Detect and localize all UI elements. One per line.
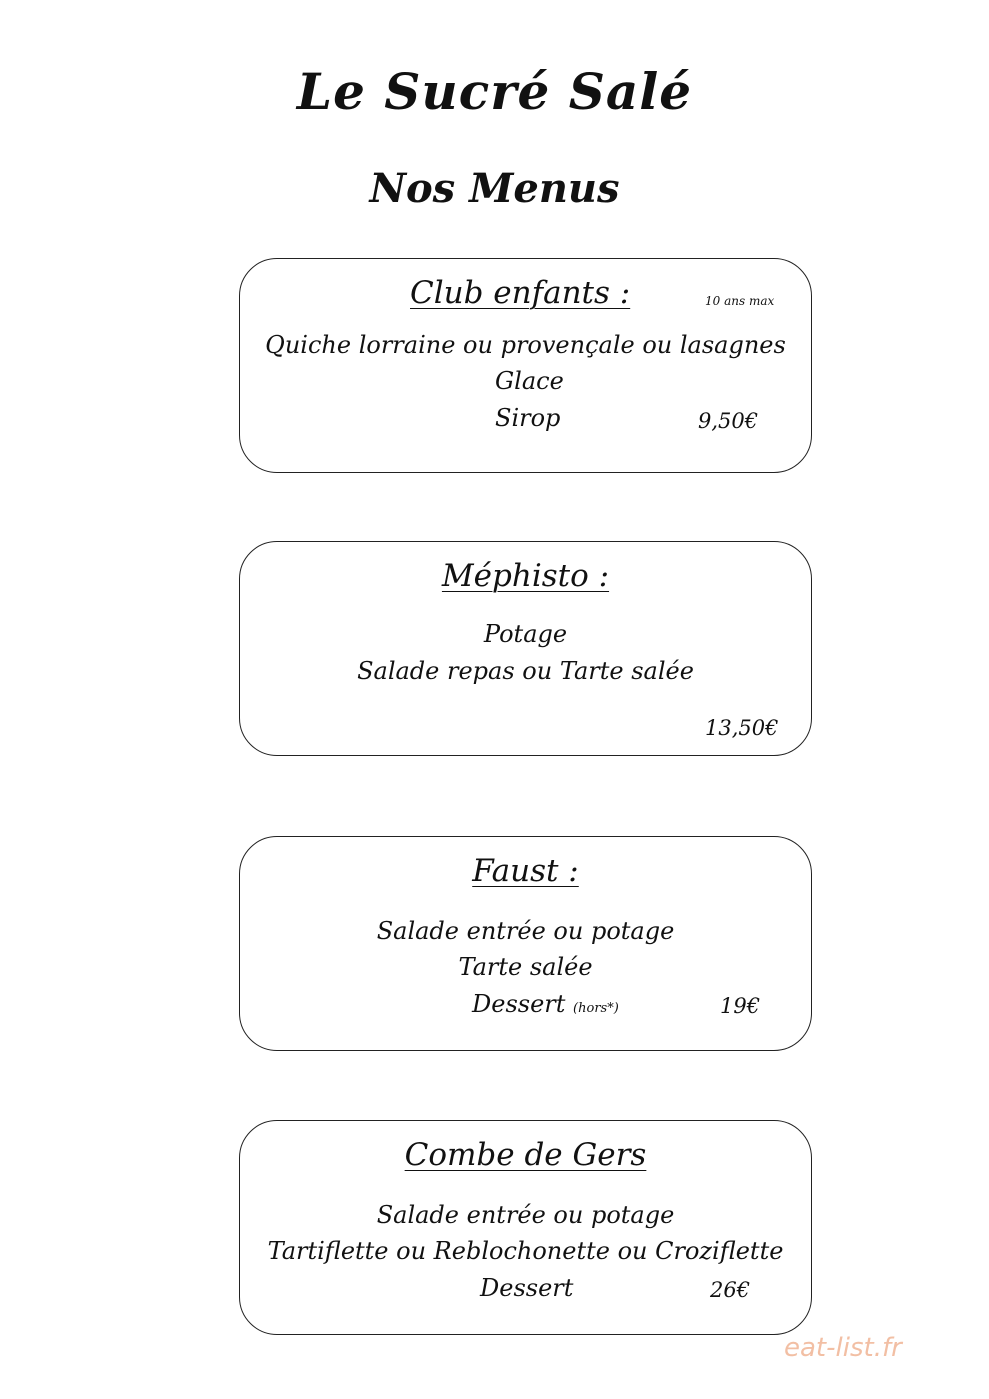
menu-title: Club enfants : [410,275,631,311]
menu-line: Dessert [480,1274,574,1302]
menu-title: Méphisto : [441,558,610,594]
menu-line: Quiche lorraine ou provençale ou lasagnes [265,331,786,359]
menu-price: 9,50€ [698,409,759,433]
menu-card-club-enfants [239,258,812,473]
menu-line: Tarte salée [458,953,593,981]
menu-title: Combe de Gers [404,1137,647,1173]
menu-price: 19€ [720,994,761,1018]
menu-line: Salade entrée ou potage [376,917,675,945]
watermark: eat-list.fr [784,1333,902,1363]
menu-title: Faust : [472,853,579,889]
menu-line: Potage [483,620,568,648]
menu-price: 26€ [710,1278,751,1302]
menu-line: Dessert [472,990,566,1018]
menu-card-mephisto [239,541,812,756]
menu-card-faust [239,836,812,1051]
menu-line: Sirop [495,404,561,432]
dessert-note: (hors*) [573,1001,619,1016]
menu-line: Tartiflette ou Reblochonette ou Croziflette [267,1237,784,1265]
age-limit-note: 10 ans max [705,294,775,308]
menu-line: Salade entrée ou potage [376,1201,675,1229]
menu-line: Salade repas ou Tarte salée [357,657,694,685]
menu-line-dessert [472,990,619,1018]
menu-line: Glace [495,367,564,395]
menu-price: 13,50€ [705,716,779,740]
restaurant-title: Le Sucré Salé [296,62,693,121]
menu-card-combe-de-gers [239,1120,812,1335]
menus-heading: Nos Menus [369,165,620,212]
